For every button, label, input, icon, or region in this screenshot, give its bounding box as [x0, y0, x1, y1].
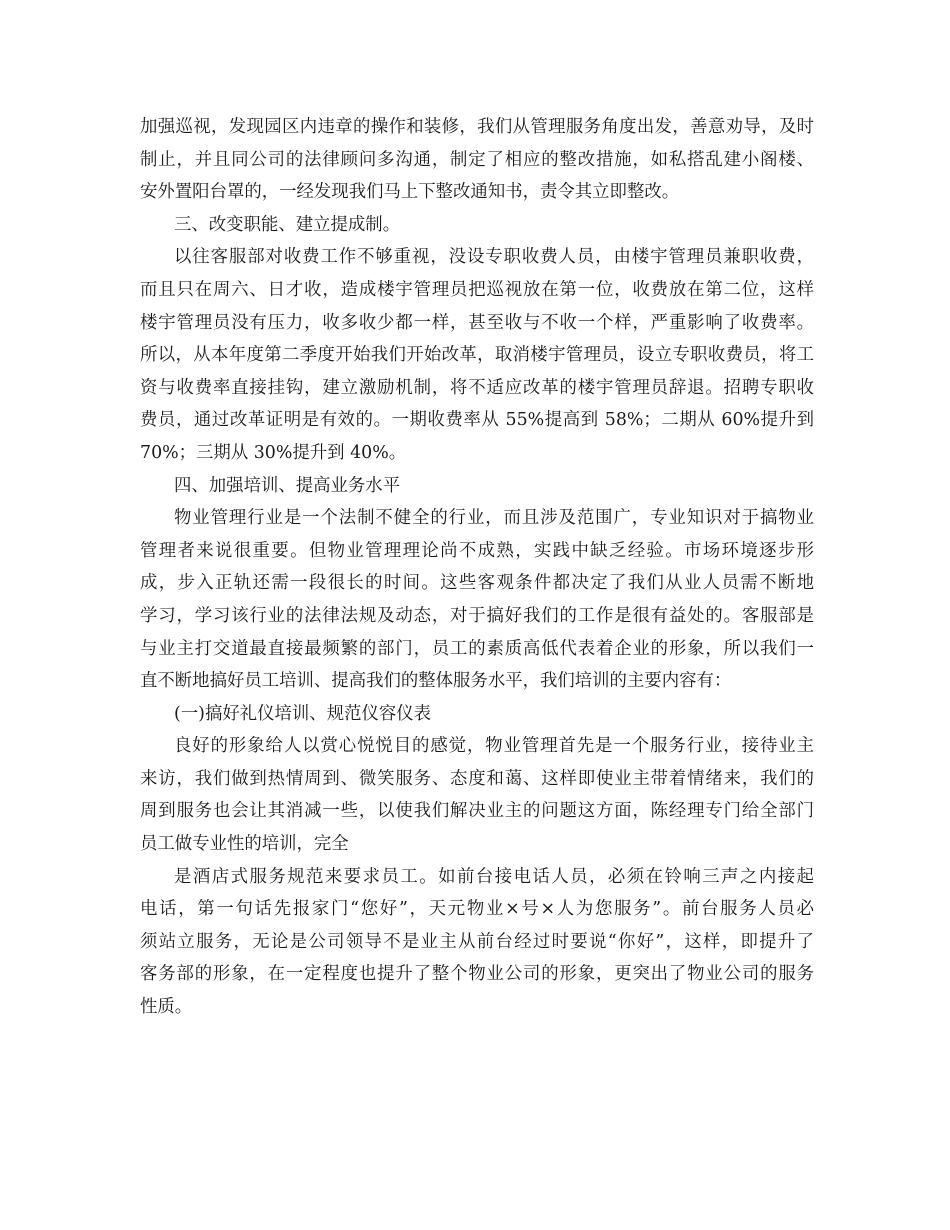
text-line: 良好的形象给人以赏心悦悦目的感觉，物业管理首先是一个服务行业，接待业主 [174, 736, 814, 757]
text-line: 是酒店式服务规范来要求员工。如前台接电话人员，必须在铃响三声之内接起 [174, 866, 814, 887]
heading-line: (一)搞好礼仪培训、规范仪容仪表 [174, 703, 432, 724]
text-line: 电话，第一句话先报家门“您好”，天元物业×号×人为您服务”。前台服务人员必 [140, 899, 814, 920]
text-line: 管理者来说很重要。但物业管理理论尚不成熟，实践中缺乏经验。市场环境逐步形 [140, 540, 814, 561]
section-heading [140, 470, 814, 503]
text-line: 与业主打交道最直接最频繁的部门，员工的素质高低代表着企业的形象，所以我们一 [140, 638, 814, 659]
text-line: 所以，从本年度第二季度开始我们开始改革，取消楼宇管理员，设立专职收费员，将工 [140, 345, 814, 366]
text-line: 性质。 [140, 997, 193, 1018]
text-line: 客务部的形象，在一定程度也提升了整个物业公司的形象，更突出了物业公司的服务 [140, 964, 814, 985]
text-line: 成，步入正轨还需一段很长的时间。这些客观条件都决定了我们从业人员需不断地 [140, 573, 814, 594]
text-line: 楼宇管理员没有压力，收多收少都一样，甚至收与不收一个样，严重影响了收费率。 [140, 312, 814, 333]
body-paragraph [140, 111, 814, 209]
heading-line: 三、改变职能、建立提成制。 [174, 214, 401, 235]
text-line: 费员，通过改革证明是有效的。一期收费率从 55%提高到 58%；二期从 60%提升到 [140, 410, 814, 431]
text-line: 安外置阳台罩的，一经发现我们马上下整改通知书，责令其立即整改。 [140, 182, 680, 203]
heading-line: 四、加强培训、提高业务水平 [174, 475, 401, 496]
text-line: 资与收费率直接挂钩，建立激励机制，将不适应改革的楼宇管理员辞退。招聘专职收 [140, 377, 814, 398]
text-line: 加强巡视，发现园区内违章的操作和装修，我们从管理服务角度出发，善意劝导，及时 [140, 117, 814, 137]
text-line: 而且只在周六、日才收，造成楼宇管理员把巡视放在第一位，收费放在第二位，这样 [140, 279, 814, 300]
body-paragraph [140, 861, 814, 1024]
body-paragraph [140, 730, 814, 860]
text-line: 直不断地搞好员工培训、提高我们的整体服务水平，我们培训的主要内容有： [140, 671, 732, 692]
document-page [140, 111, 814, 1024]
text-line: 周到服务也会让其消减一些，以使我们解决业主的问题这方面，陈经理专门给全部门 [140, 801, 814, 822]
body-paragraph [140, 502, 814, 698]
text-line: 员工做专业性的培训，完全 [140, 834, 349, 855]
subsection-heading [140, 698, 814, 731]
text-line: 学习，学习该行业的法律法规及动态，对于搞好我们的工作是很有益处的。客服部是 [140, 605, 814, 626]
text-line: 以往客服部对收费工作不够重视，没设专职收费人员，由楼宇管理员兼职收费， [174, 247, 814, 268]
text-line: 物业管理行业是一个法制不健全的行业，而且涉及范围广，专业知识对于搞物业 [174, 508, 814, 529]
text-line: 须站立服务，无论是公司领导不是业主从前台经过时要说“你好”，这样，即提升了 [140, 931, 814, 952]
body-paragraph [140, 241, 814, 469]
text-line: 70%；三期从 30%提升到 40%。 [140, 442, 407, 463]
text-line: 制止，并且同公司的法律顾问多沟通，制定了相应的整改措施，如私搭乱建小阁楼、 [140, 149, 814, 170]
section-heading [140, 209, 814, 242]
text-line: 来访，我们做到热情周到、微笑服务、态度和蔼、这样即使业主带着情绪来，我们的 [140, 768, 814, 789]
